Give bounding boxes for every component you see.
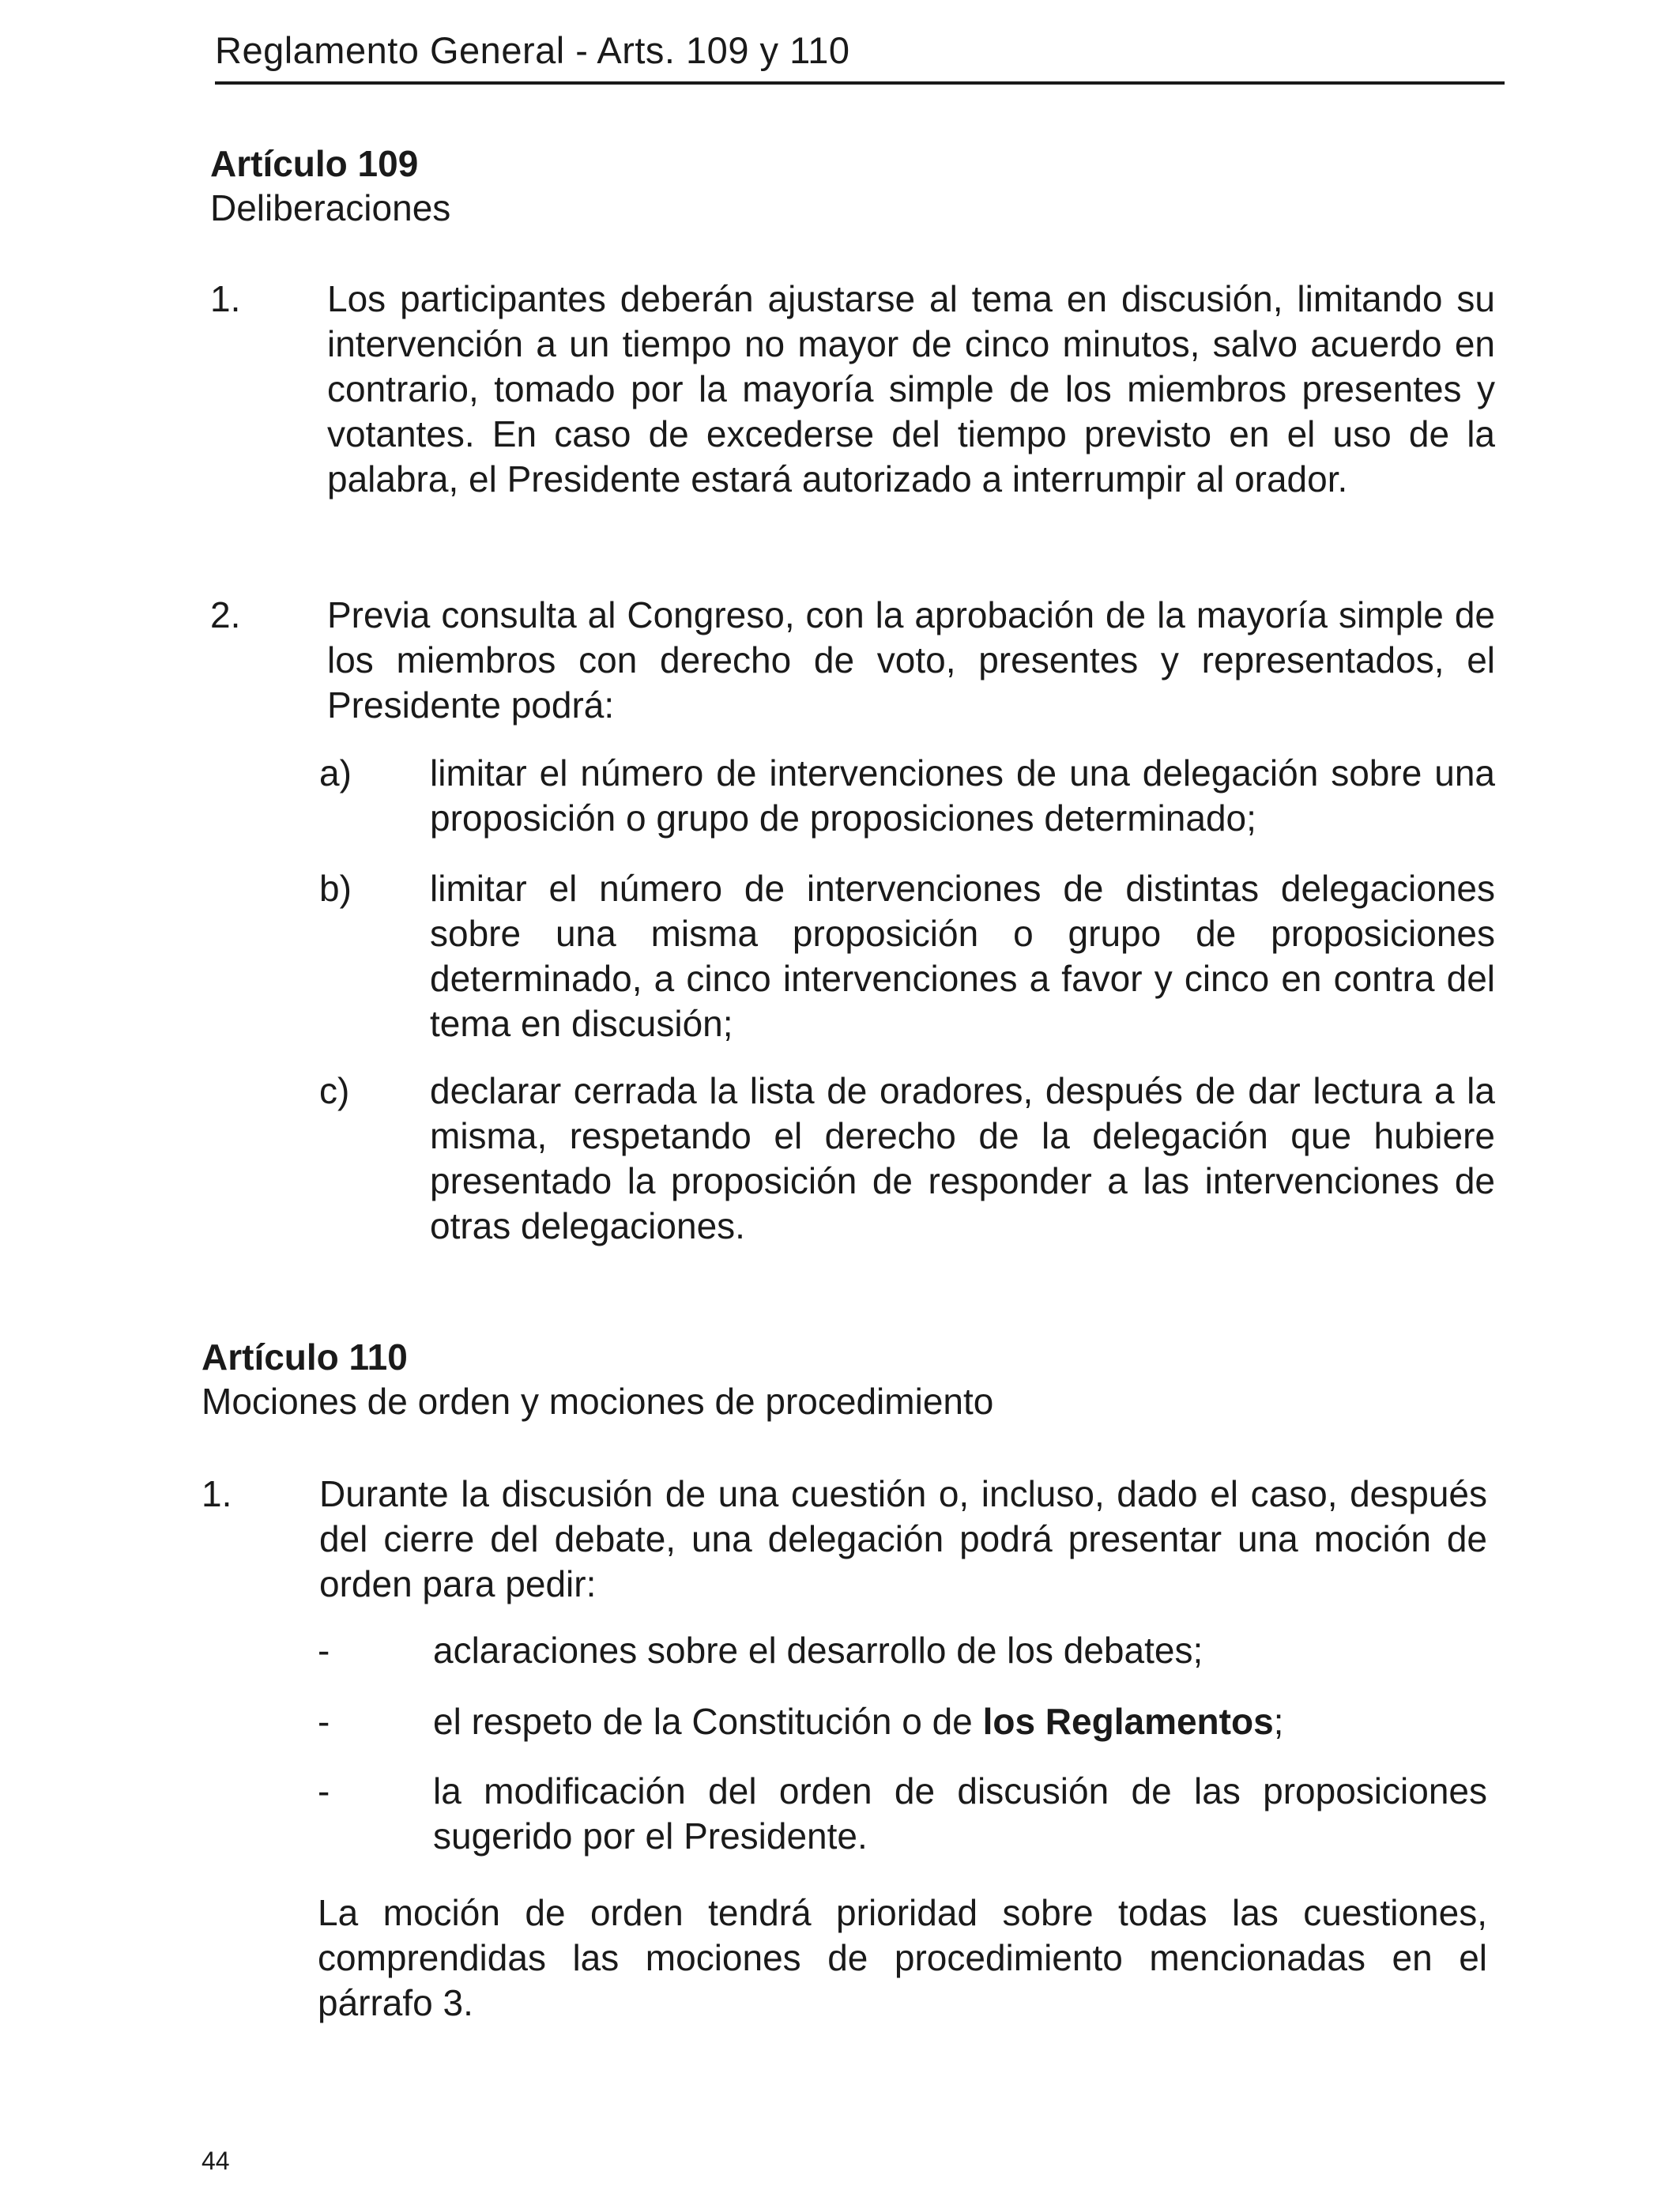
bullet-2-text-before: el respeto de la Constitución o de	[433, 1701, 983, 1742]
article-110-bullet-3-text: la modificación del orden de discusión de las proposiciones sugerido por el Presidente.	[433, 1770, 1487, 1857]
article-109-item-c-label: c)	[319, 1070, 350, 1111]
running-header: Reglamento General - Arts. 109 y 110	[215, 29, 850, 71]
article-109-title: Artículo 109	[210, 143, 419, 184]
article-109-p2-number: 2.	[210, 594, 241, 635]
article-109-p1-text: Los participantes deberán ajustarse al tema en discusión, limitando su intervención a un tiempo no mayor de cinco minutos, salvo acuerdo en contrario, tomado por la mayoría simple de los miembros presentes y votantes. En caso de excederse del tiempo previsto en el uso de la palabra, el Presidente estará autorizado a interrumpir al orador.	[327, 278, 1495, 499]
article-110-bullet-3-dash: -	[318, 1770, 330, 1811]
article-109-item-b-label: b)	[319, 868, 352, 909]
bullet-2-text-bold: los Reglamentos	[982, 1701, 1274, 1742]
article-109-item-c-text: declarar cerrada la lista de oradores, después de dar lectura a la misma, respetando el derecho de la delegación que hubiere presentado la proposición de responder a las intervenciones de otras delegaciones.	[430, 1070, 1495, 1246]
article-110-p1-number: 1.	[202, 1473, 232, 1514]
header-rule	[215, 81, 1505, 85]
article-110-bullet-1-text: aclaraciones sobre el desarrollo de los debates;	[433, 1630, 1203, 1671]
article-109-item-a-text: limitar el número de intervenciones de una delegación sobre una proposición o grupo de proposiciones determinado;	[430, 752, 1495, 839]
article-109-item-a-label: a)	[319, 752, 352, 794]
article-110-closing-text: La moción de orden tendrá prioridad sobre todas las cuestiones, comprendidas las mociones de procedimiento mencionadas en el párrafo 3.	[318, 1892, 1487, 2023]
bullet-2-text-after: ;	[1273, 1701, 1284, 1742]
article-110-subtitle: Mociones de orden y mociones de procedimiento	[202, 1381, 994, 1422]
article-109-subtitle: Deliberaciones	[210, 187, 451, 228]
article-110-bullet-1-dash: -	[318, 1630, 330, 1671]
article-109-p1-number: 1.	[210, 278, 241, 319]
article-110-p1-text: Durante la discusión de una cuestión o, incluso, dado el caso, después del cierre del debate, una delegación podrá presentar una moción de orden para pedir:	[319, 1473, 1487, 1604]
article-110-title: Artículo 110	[202, 1336, 408, 1378]
article-110-bullet-2-dash: -	[318, 1701, 330, 1742]
article-110-bullet-2-text	[433, 1699, 1487, 1744]
article-109-p2-text: Previa consulta al Congreso, con la aprobación de la mayoría simple de los miembros con derecho de voto, presentes y representados, el Presidente podrá:	[327, 594, 1495, 726]
page-number: 44	[202, 2147, 230, 2175]
article-109-item-b-text: limitar el número de intervenciones de distintas delegaciones sobre una misma proposición o grupo de proposiciones determinado, a cinco intervenciones a favor y cinco en contra del tema en discusión;	[430, 868, 1495, 1044]
